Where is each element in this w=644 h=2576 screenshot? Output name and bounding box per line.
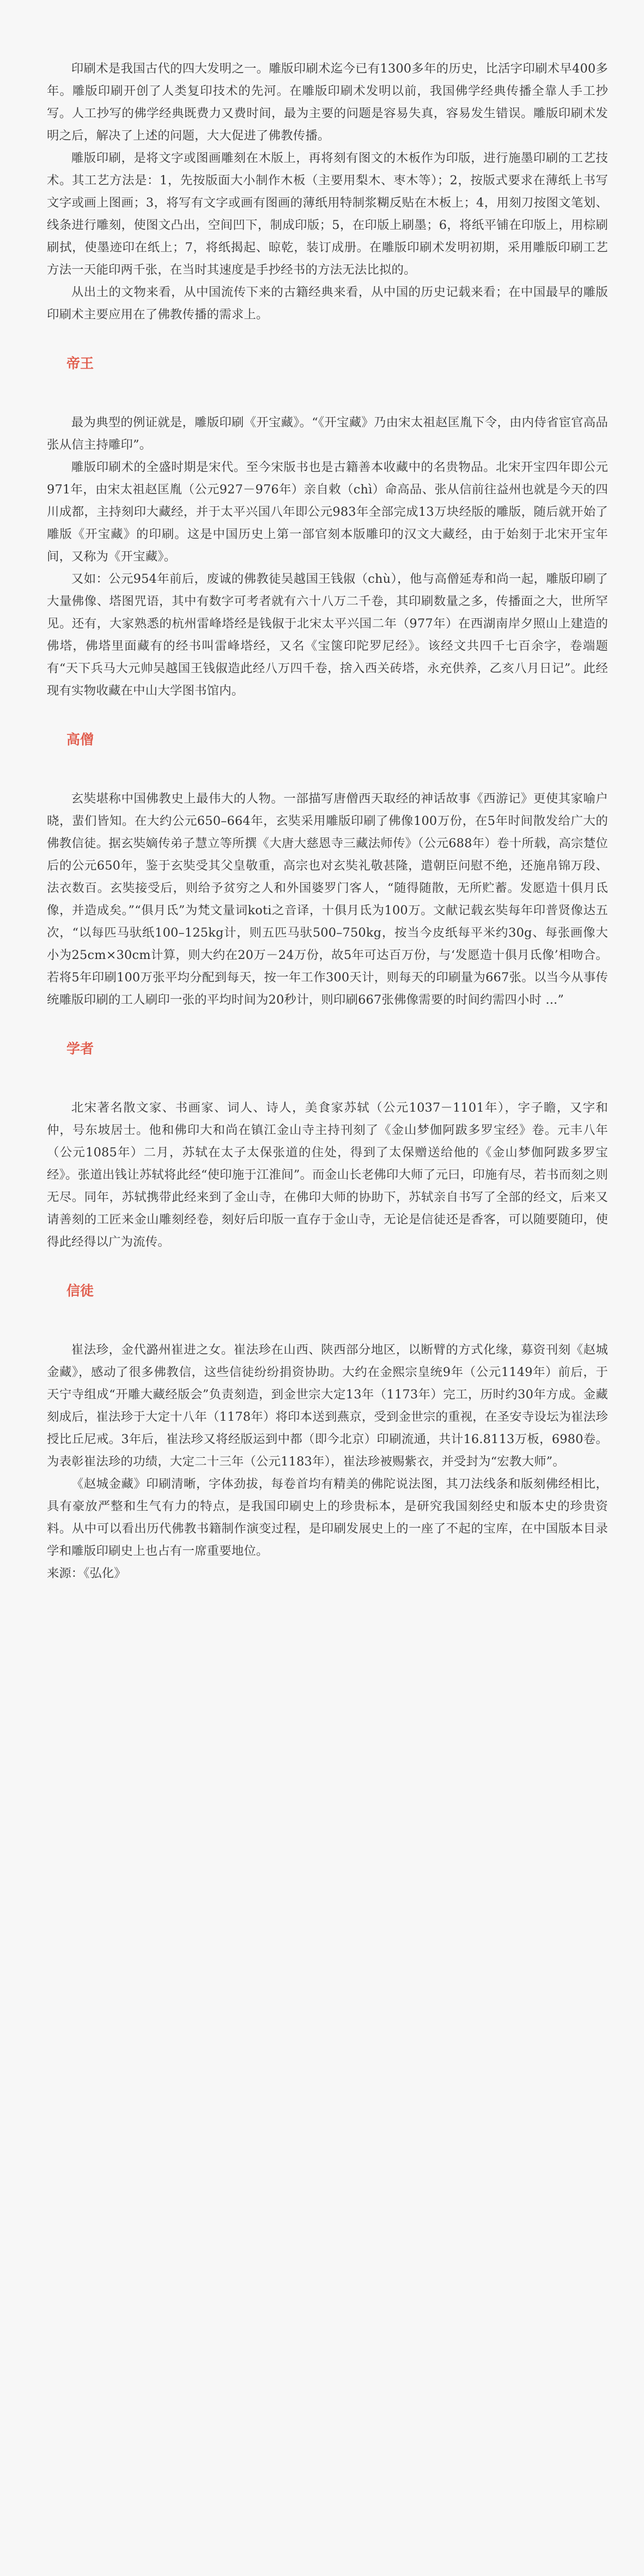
believer-paragraph-1: 崔法珍，金代潞州崔进之女。崔法珍在山西、陕西部分地区，以断臂的方式化缘，募资刊刻《赵城金藏》，感动了很多佛教信，这些信徒纷纷捐资协助。大约在金熙宗皇统9年（公元1149年）前后，于天宁寺组成“开雕大藏经版会”负责刻造，到金世宗大定13年（1173年）完工，历时约30年方成。金藏刻成后，崔法珍于大定十八年（1178年）将印本送到燕京，受到金世宗的重视，在圣安寺设坛为崔法珍授比丘尼戒。3年后，崔法珍又将经版运到中都（即今北京）印刷流通，共计16.8113万板，6980卷。为表彰崔法珍的功绩，大定二十三年（公元1183年），崔法珍被赐紫衣，并受封为“宏教大师”。 bbox=[47, 1343, 608, 1469]
monk-paragraph-1: 玄奘堪称中国佛教史上最伟大的人物。一部描写唐僧西天取经的神话故事《西游记》更使其家喻户晓，蜚们皆知。在大约公元650–664年，玄奘采用雕版印刷了佛像100万份，在5年时间散发给广大的佛教信徒。据玄奘嫡传弟子慧立等所撰《大唐大慈恩寺三藏法师传》（公元688年）卷十所载，高宗䠂位后的公元650年，鉴于玄奘受其父皇敬重，高宗也对玄奘礼敬甚隆，遣朝臣问慰不绝，还施帛锦万段、法衣数百。玄奘接受后，则给予贫穷之人和外国婆罗门客人，“随得随散，无所贮蓄。发愿造十俱月氐像，并造成矣。”“俱月氐”为梵文量词koti之音译，十俱月氐为100万。文献记载玄奘每年印普贤像达五次，“以每匹马驮纸100–125kg计，则五匹马驮500–750kg，按当今皮纸每平米约30g、每张画像大小为25cm×30cm计算，则大约在20万－24万份，故5年可达百万份，与‘发愿造十俱月氐像’相吻合。若将5年印刷100万张平均分配到每天，按一年工作300天计，则每天的印刷量为667张。以当今从事传统雕版印刷的工人刷印一张的平均时间为20秒计，则印刷667张佛像需要的时间约需四小时 ...” bbox=[47, 792, 608, 1007]
section-heading-monk: 高僧 bbox=[66, 732, 94, 747]
believer-paragraph-2: 《赵城金藏》印刷清晰，字体劲拔，每卷首均有精美的佛陀说法图，其刀法线条和版刻佛经相比，具有豪放严整和生气有力的特点，是我国印刷史上的珍贵标本，是研究我国刻经史和版本史的珍贵资料。从中可以看出历代佛教书籍制作演变过程，是印刷发展史上的一座了不起的宝库，在中国版本目录学和雕版印刷史上也占有一席重要地位。 bbox=[47, 1477, 608, 1558]
emperor-paragraph-2: 雕版印刷术的全盛时期是宋代。至今宋版书也是古籍善本收藏中的名贵物品。北宋开宝四年即公元971年，由宋太祖赵匡胤（公元927－976年）亲自敕（chì）命高品、张从信前往益州也就是今天的四川成都，主持刻印大藏经，并于太平兴国八年即公元983年全部完成13万块经版的雕版，随后就开始了雕版《开宝藏》的印刷。这是中国历史上第一部官刻本版雕印的汉文大藏经，由于始刻于北宋开宝年间，又称为《开宝藏》。 bbox=[47, 460, 608, 564]
emperor-paragraph-1: 最为典型的例证就是，雕版印刷《开宝藏》。“《开宝藏》乃由宋太祖赵匡胤下令，由内侍省宦官高品张从信主持雕印”。 bbox=[47, 415, 608, 452]
scholar-paragraph-1: 北宋著名散文家、书画家、词人、诗人，美食家苏轼（公元1037－1101年），字子瞻，又字和仲，号东坡居士。他和佛印大和尚在镇江金山寺主持刊刻了《金山梦伽阿跋多罗宝经》卷。元丰八年（公元1085年）二月，苏轼在太子太保张道的住处，得到了太保赠送给他的《金山梦伽阿跋多罗宝经》。张道出钱让苏轼将此经“使印施于江淮间”。而金山长老佛印大师了元曰，印施有尽，若书而刻之则无尽。同年，苏轼携带此经来到了金山寺，在佛印大师的协助下，苏轼亲自书写了全部的经文，后来又请善刻的工匠来金山雕刻经卷，刻好后印版一直存于金山寺，无论是信徒还是香客，可以随要随印，使得此经得以广为流传。 bbox=[47, 1101, 608, 1249]
source-credit: 来源：《弘化》 bbox=[47, 1566, 126, 1580]
intro-paragraph-2: 雕版印刷，是将文字或图画雕刻在木版上，再将刻有图文的木板作为印版，进行施墨印刷的工艺技术。其工艺方法是：1，先按版面大小制作木板（主要用梨木、枣木等）；2，按版式要求在薄纸上书写文字或画上图画；3，将写有文字或画有图画的薄纸用特制浆糊反贴在木板上；4，用刻刀按图文笔划、线条进行雕刻，使图文凸出，空间凹下，制成印版；5，在印版上刷墨；6，将纸平铺在印版上，用棕刷刷拭，使墨迹印在纸上；7，将纸揭起、晾乾，装订成册。在雕版印刷术发明初期，采用雕版印刷工艺方法一天能印两千张，在当时其速度是手抄经书的方法无法比拟的。 bbox=[47, 151, 608, 277]
intro-paragraph-3: 从出土的文物来看，从中国流传下来的古籍经典来看，从中国的历史记载来看；在中国最早的雕版印刷术主要应用在了佛教传播的需求上。 bbox=[47, 285, 608, 322]
emperor-paragraph-3: 又如：公元954年前后，废诚的佛教徒吴越国王钱俶（chù），他与高僧延寿和尚一起，雕版印刷了大量佛像、塔图咒语，其中有数字可考者就有六十八万二千卷，其印刷数量之多，传播面之大，世所罕见。还有，大家熟悉的杭州雷峰塔经是钱俶于北宋太平兴国二年（977年）在西湖南岸夕照山上建造的佛塔，佛塔里面藏有的经书叫雷峰塔经，又名《宝箧印陀罗尼经》。该经文共四千七百余字，卷端题有“天下兵马大元帅吴越国王钱俶造此经八万四千卷，捨入西关砖塔，永充供养，乙亥八月日记”。此经现有实物收藏在中山大学图书馆内。 bbox=[47, 572, 608, 698]
section-heading-scholar: 学者 bbox=[66, 1041, 94, 1057]
section-heading-believer: 信徒 bbox=[66, 1283, 94, 1299]
intro-paragraph-1: 印刷术是我国古代的四大发明之一。雕版印刷术迄今已有1300多年的历史，比活字印刷术早400多年。雕版印刷开创了人类复印技术的先河。在雕版印刷术发明以前，我国佛学经典传播全靠人手工抄写。人工抄写的佛学经典既费力又费时间，最为主要的问题是容易失真，容易发生错误。雕版印刷术发明之后，解决了上述的问题，大大促进了佛教传播。 bbox=[47, 62, 608, 143]
section-heading-emperor: 帝王 bbox=[66, 355, 94, 371]
